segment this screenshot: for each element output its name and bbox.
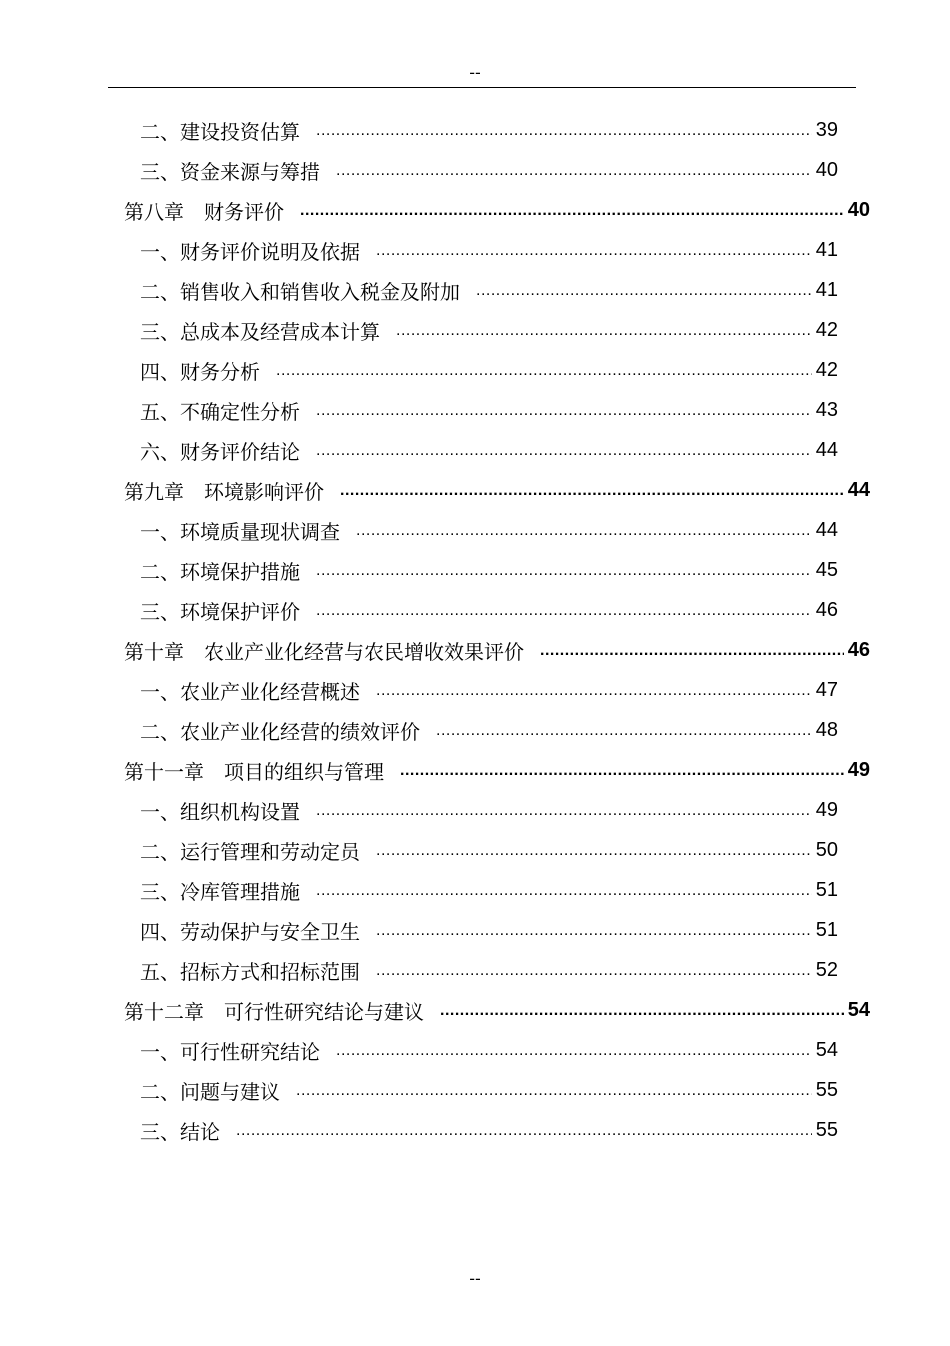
toc-section-entry[interactable] [140,710,838,750]
toc-entry-title: 二、销售收入和销售收入税金及附加 [140,279,460,304]
toc-dot-leader [316,880,812,900]
toc-dot-leader [396,320,812,340]
toc-dot-leader [316,120,812,140]
toc-section-entry[interactable] [140,110,838,150]
toc-section-entry[interactable] [140,270,838,310]
toc-entry-title: 三、环境保护评价 [140,599,300,624]
toc-page-number: 54 [847,998,870,1021]
toc-entry-title: 三、冷库管理措施 [140,879,300,904]
toc-dot-leader [376,680,812,700]
toc-section-entry[interactable] [140,790,838,830]
toc-page-number: 48 [815,718,838,741]
toc-entry-title: 第十一章 项目的组织与管理 [124,759,384,784]
toc-section-entry[interactable] [140,150,838,190]
toc-page-number: 40 [815,158,838,181]
toc-section-entry[interactable] [140,550,838,590]
toc-section-entry[interactable] [140,230,838,270]
toc-dot-leader [476,280,812,300]
toc-dot-leader [400,760,844,780]
toc-page-number: 47 [815,678,838,701]
toc-section-entry[interactable] [140,1070,838,1110]
toc-entry-title: 一、财务评价说明及依据 [140,239,360,264]
toc-section-entry[interactable] [140,1110,838,1150]
toc-chapter-entry[interactable] [124,190,870,230]
toc-page-number: 44 [815,518,838,541]
toc-entry-title: 第九章 环境影响评价 [124,479,324,504]
toc-page-number: 46 [847,638,870,661]
toc-section-entry[interactable] [140,430,838,470]
toc-chapter-entry[interactable] [124,470,870,510]
toc-chapter-entry[interactable] [124,750,870,790]
toc-entry-title: 一、环境质量现状调查 [140,519,340,544]
toc-dot-leader [340,480,844,500]
toc-dot-leader [436,720,812,740]
toc-dot-leader [296,1080,812,1100]
page-footer-mark: -- [469,1269,481,1288]
toc-entry-title: 二、环境保护措施 [140,559,300,584]
toc-entry-title: 三、结论 [140,1119,220,1144]
toc-entry-title: 四、财务分析 [140,359,260,384]
toc-entry-title: 一、组织机构设置 [140,799,300,824]
header-divider [108,87,856,88]
toc-page-number: 55 [815,1118,838,1141]
toc-page-number: 41 [815,238,838,261]
toc-entry-title: 三、资金来源与筹措 [140,159,320,184]
toc-section-entry[interactable] [140,510,838,550]
toc-entry-title: 六、财务评价结论 [140,439,300,464]
toc-section-entry[interactable] [140,1030,838,1070]
toc-dot-leader [236,1120,812,1140]
toc-entry-title: 三、总成本及经营成本计算 [140,319,380,344]
toc-dot-leader [276,360,812,380]
toc-page-number: 49 [847,758,870,781]
toc-page-number: 45 [815,558,838,581]
toc-page-number: 46 [815,598,838,621]
toc-page-number: 43 [815,398,838,421]
toc-entry-title: 一、可行性研究结论 [140,1039,320,1064]
page-header-mark: -- [469,63,481,82]
toc-dot-leader [336,1040,812,1060]
toc-dot-leader [316,560,812,580]
toc-entry-title: 一、农业产业化经营概述 [140,679,360,704]
toc-entry-title: 四、劳动保护与安全卫生 [140,919,360,944]
toc-page-number: 49 [815,798,838,821]
toc-page-number: 44 [815,438,838,461]
toc-dot-leader [376,240,812,260]
toc-dot-leader [376,920,812,940]
toc-entry-title: 第十二章 可行性研究结论与建议 [124,999,424,1024]
toc-dot-leader [300,200,844,220]
toc-entry-title: 五、不确定性分析 [140,399,300,424]
toc-page-number: 55 [815,1078,838,1101]
toc-entry-title: 二、建设投资估算 [140,119,300,144]
toc-dot-leader [376,840,812,860]
toc-dot-leader [540,640,844,660]
toc-entry-title: 第八章 财务评价 [124,199,284,224]
toc-section-entry[interactable] [140,350,838,390]
toc-page-number: 52 [815,958,838,981]
toc-dot-leader [316,440,812,460]
toc-section-entry[interactable] [140,310,838,350]
toc-dot-leader [440,1000,844,1020]
toc-section-entry[interactable] [140,670,838,710]
toc-entry-title: 二、运行管理和劳动定员 [140,839,360,864]
toc-page-number: 44 [847,478,870,501]
toc-entry-title: 二、问题与建议 [140,1079,280,1104]
toc-chapter-entry[interactable] [124,630,870,670]
toc-page-number: 51 [815,918,838,941]
toc-page-number: 42 [815,318,838,341]
toc-section-entry[interactable] [140,870,838,910]
toc-dot-leader [316,800,812,820]
toc-section-entry[interactable] [140,590,838,630]
toc-dot-leader [356,520,812,540]
toc-chapter-entry[interactable] [124,990,870,1030]
toc-dot-leader [376,960,812,980]
toc-dot-leader [316,600,812,620]
toc-page-number: 40 [847,198,870,221]
toc-section-entry[interactable] [140,390,838,430]
toc-page-number: 41 [815,278,838,301]
toc-page-number: 50 [815,838,838,861]
toc-page-number: 54 [815,1038,838,1061]
toc-section-entry[interactable] [140,910,838,950]
toc-entry-title: 第十章 农业产业化经营与农民增收效果评价 [124,639,524,664]
toc-page-number: 39 [815,118,838,141]
toc-page-number: 51 [815,878,838,901]
toc-entry-title: 二、农业产业化经营的绩效评价 [140,719,420,744]
toc-dot-leader [316,400,812,420]
toc-section-entry[interactable] [140,830,838,870]
toc-section-entry[interactable] [140,950,838,990]
toc-entry-title: 五、招标方式和招标范围 [140,959,360,984]
toc-dot-leader [336,160,812,180]
toc-page-number: 42 [815,358,838,381]
